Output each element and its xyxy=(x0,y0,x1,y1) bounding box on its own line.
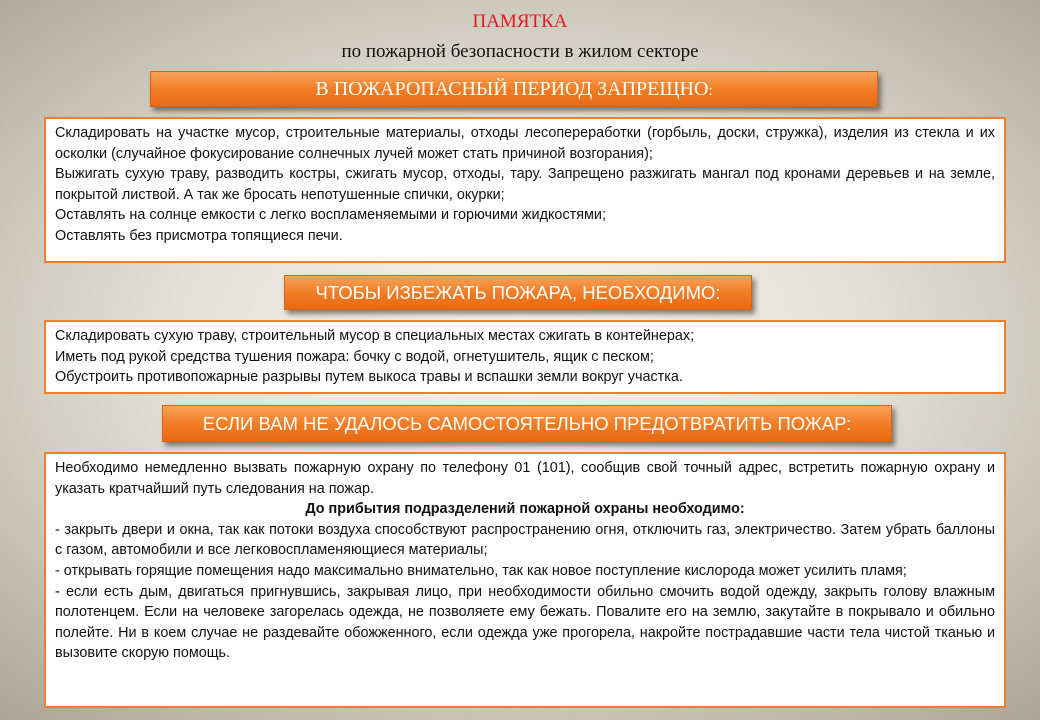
section-1-box xyxy=(44,117,1006,263)
list-item: Оставлять без присмотра топящиеся печи. xyxy=(55,227,343,244)
list-item: Обустроить противопожарные разрывы путем выкоса травы и вспашки земли вокруг участка. xyxy=(55,369,683,386)
list-item: - открывать горящие помещения надо максимально внимательно, так как новое поступление кислорода может усилить пламя; xyxy=(55,562,907,579)
section-3-banner: ЕСЛИ ВАМ НЕ УДАЛОСЬ САМОСТОЯТЕЛЬНО ПРЕДОТВРАТИТЬ ПОЖАР: xyxy=(162,405,892,442)
section-1-banner xyxy=(150,71,878,107)
section-3-subheading: До прибытия подразделений пожарной охраны необходимо: xyxy=(305,501,745,518)
section-3-box xyxy=(44,452,1006,708)
list-item: - если есть дым, двигаться пригнувшись, закрывая лицо, при необходимости обильно смочить водой одежду, закрыть голову влажным полотенцем. Если на человеке загорелась одежда, не позволяете ему бежать. Повалите его на землю, закутайте в покрывало и обильно полейте. Ни в коем случае не раздевайте обожженного, если одежда уже прогорела, накройте пострадавшие части тела чистой тканью и вызовите скорую помощь. xyxy=(55,583,995,662)
list-item: Складировать сухую траву, строительный мусор в специальных местах сжигать в контейнерах; xyxy=(55,328,695,344)
page-subtitle: по пожарной безопасности в жилом секторе xyxy=(341,41,699,62)
list-item: Иметь под рукой средства тушения пожара: бочку с водой, огнетушитель, ящик с песком; xyxy=(55,348,654,365)
section-2-box xyxy=(44,320,1006,394)
list-item: Складировать на участке мусор, строительные материалы, отходы лесопереработки (горбыль, доски, стружка), изделия из стекла и их осколки (случайное фокусирование солнечных лучей может стать причиной возгорания); xyxy=(55,125,995,162)
list-item: - закрыть двери и окна, так как потоки воздуха способствуют распространению огня, отключить газ, электричество. Затем убрать баллоны с газом, автомобили и все легковоспламеняющиеся материалы; xyxy=(55,521,995,559)
section-1-banner-text: В ПОЖАРОПАСНЫЙ ПЕРИОД ЗАПРЕЩНО xyxy=(315,78,709,100)
section-3-intro: Необходимо немедленно вызвать пожарную охрану по телефону 01 (101), сообщив свой точный адрес, встретить пожарную охрану и указать кратчайший путь следования на пожар. xyxy=(55,460,995,497)
page-title: ПАМЯТКА xyxy=(472,11,568,32)
section-2-banner: ЧТОБЫ ИЗБЕЖАТЬ ПОЖАРА, НЕОБХОДИМО: xyxy=(284,275,752,310)
list-item: Оставлять на солнце емкости с легко воспламеняемыми и горючими жидкостями; xyxy=(55,207,606,224)
list-item: Выжигать сухую траву, разводить костры, сжигать мусор, отходы, тару. Запрещено разжигать мангал под кронами деревьев и на земле, покрытой листвой. А так же бросать непотушенные спички, окурки; xyxy=(55,166,995,203)
section-1-banner-colon: : xyxy=(708,83,713,99)
